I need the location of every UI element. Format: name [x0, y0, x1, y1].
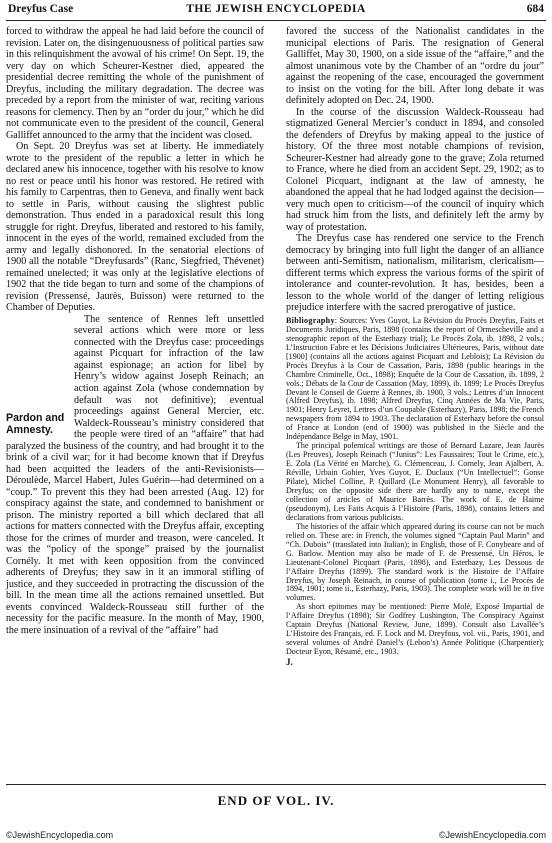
left-column	[6, 26, 264, 636]
paragraph: On Sept. 20 Dreyfus was set at liberty. He immediately wrote to the president of the republic a letter in which he declared anew his innocence, together with his resolve to know no rest or peace until his honor was restored. He retired with his family to Carpentras, then to Geneva, and finally went back to settle in Paris, without causing the slightest public demonstration. Thus ended in a paradoxical result this long struggle for right. Dreyfus, liberated and restored to his family, innocent in the eyes of the world, remained excluded from the army and legally dishonored. In the senatorial elections of 1900 all the notable “Dreyfusards” (Ranc, Siegfried, Thévenet) remained unelected; it was only at the legislative elections of 1902 that the tide began to turn and some of the champions of revision (Pressensé, Jaurès, Buisson) were returned to the Chamber of Deputies.	[6, 141, 264, 314]
running-title: Dreyfus Case	[8, 3, 74, 15]
side-heading-line: Amnesty.	[6, 424, 53, 437]
paragraph: The sentence of Rennes left unsettled several actions which were more or less connected with the Dreyfus case: proceedings against Picquart for infraction of the law against espionage; an action for libel by Henry’s widow against Joseph Reinach; an action against Zola (whose condemnation by default was not definitive); eventual proceedings against General Mercier, etc. Waldeck-Rousseau’s ministry considered that the people were tired of an “affaire” that had paralyzed the business of the country, and had brought it to the brink of a civil war; for it had become known that if Dreyfus had been acquitted the leaders of the anti-Revisionists—Déroulède, Marcel Habert, Jules Guérin—had determined on a “coup.” To prevent this they had been arrested (Aug. 12) for conspiracy against the state, and condemned to banishment or prison. The ministry reported a bill which declared that all actions for matters connected with the Dreyfus affair, excepting those for the crimes of murder and treason, were canceled. It was the “policy of the sponge” praised by the journalist Cornély. It met with keen opposition from the convinced adherents of Dreyfus; they saw in it an immoral stifling of justice, and they succeeded in protracting the discussion of the bill. In the mean time all the actions remained unsettled. But events convinced Waldeck-Rousseau still further of the necessity for the pacific measure. In the month of May, 1900, the mere insinuation of a revival of the “affaire” had	[6, 313, 264, 636]
right-column	[286, 26, 544, 667]
side-heading	[6, 412, 68, 437]
author-signature: J.	[286, 657, 293, 668]
paragraph: forced to withdraw the appeal he had laid before the council of revision. Later on, the disingenuousness of political parties saw in this relinquishment the avowal of his crime! On Sept. 19, the very day on which Scheurer-Kestner died, appeared the presidential decree remitting the whole of the punishment of Dreyfus, including the military degradation. The decree was preceded by a report from the minister of war, reciting various reasons for clemency. Then by an “order du jour,” which he did not communicate even to the president of the council, General Galliffet announced to the army that the incident was closed.	[6, 26, 264, 141]
page-number: 684	[526, 3, 544, 15]
page-header	[6, 3, 546, 18]
bibliography-entry	[286, 317, 544, 442]
publication-title: THE JEWISH ENCYCLOPEDIA	[186, 3, 366, 15]
paragraph: In the course of the discussion Waldeck-Rousseau had stigmatized General Mercier’s conduct in 1894, and consoled the defenders of Dreyfus by making appeal to the justice of history. Of the three most notable champions of revision, Scheurer-Kestner had already gone to the grave; Zola returned to France, where he died from an accident Sept. 29, 1902; as to Colonel Picquart, indignant at the law of amnesty, he abandoned the appeal that he had lodged against the decision—very much open to criticism—of the council of inquiry which had struck him from the lists, and definitely left the army by way of protestation.	[286, 106, 544, 233]
header-rule	[6, 20, 546, 21]
end-rule	[6, 784, 546, 785]
bibliography-entry: The principal polemical writings are those of Bernard Lazare, Jean Jaurès (Les Preuves), Joseph Reinach (“Junius”: Les Faussaires; Tout le Crime, etc.), E. Zola (La Vérité en Marche), G. Clémenceau, J. Cornely, Jean Ajalbert, A. Réville, Urbain Gohier, Yves Guyot, E. Duclaux (“Un Intellectuel”: Gonse Pilate), Michel Colline, P. Quillard (Le Monument Henry), all favorable to Dreyfus; on the opposite side there are hardly any to name, except the collection of articles of Maurice Barrès. The work of E. de Haime (pseudonym), Les Faits Acquis à l’Histoire (Paris, 1898), contains letters and declarations from various publicists.	[286, 441, 544, 522]
paragraph: The Dreyfus case has rendered one service to the French democracy by bringing into full light the danger of an alliance between anti-Semitism, nationalism, militarism, clericalism—different terms which express the various forms of the spirit of intolerance and counter-revolution. It has, besides, been a lesson to the whole world of the danger of letting religious prejudice interfere with the sacred prerogative of justice.	[286, 233, 544, 314]
bibliography-label: Bibliography	[286, 315, 335, 325]
copyright-link[interactable]: ©JewishEncyclopedia.com	[438, 830, 546, 840]
paragraph: favored the success of the Nationalist candidates in the municipal elections of Paris. The resignation of General Galliffet, May 30, 1900, on a side issue of the “affaire,” and the almost unanimous vote by the Chamber of an “ordre du jour” against the reopening of the case, encouraged the government to insist on the voting for the bill. After long debate it was definitely adopted on Dec. 24, 1900.	[286, 26, 544, 107]
end-of-volume: END OF VOL. IV.	[217, 793, 335, 808]
bibliography-entry: As short epitomes may be mentioned: Pierre Molé, Exposé Impartial de l’Affaire Dreyfus (1898); Sir Godfrey Lushington, The Conspiracy Against Captain Dreyfus (National Review, June, 1899). Consult also Lavallée’s L’Histoire des Français, ed. F. Lock and M. Dreyfous, vol. vii., Paris, 1901, and several volumes of André Daniel’s (Lebon’s) Année Politique (Charpentier); Docteur Eyon, Résumé, etc., 1903.	[286, 602, 544, 657]
bibliography-entry: The histories of the affair which appeared during its course can not be much relied on. These are: in French, the volumes signed “Captain Paul Marin” and “Ch. Dubois” (translated into Italian); in English, those of F. Conybeare and of G. Barlow. Mention may also be made of F. de Pressensé, Un Héros, le Lieutenant-Colonel Picquart (Paris, 1898), and Esterhazy, Les Dessous de l’Affaire Dreyfus (1899). The standard work is the Histoire de l’Affaire Dreyfus, by Joseph Reinach, in course of publication (tome i., Le Procès de 1894, 1901; tome ii., Esterhazy, Paris, 1903). The complete work will be in five volumes.	[286, 521, 544, 603]
side-heading-line: Pardon and	[6, 411, 65, 424]
copyright-link[interactable]: ©JewishEncyclopedia.com	[6, 830, 114, 840]
bibliography	[286, 317, 544, 667]
bibliography-text: : Sources: Yves Guyot, La Révision du Procès Dreyfus, Faits et Documents Juridiques, Paris, 1898 (contains the report of Ormescheville and a stenographic report of the Esterhazy trial); Le Procès Zola, ib. 1898, 2 vols.; L’Instruction Fabre et les Décisions Judiciaires Ultérieures, Paris, without date [1900] (contains all the actions against Picquart and Leblois); La Révision du Procès Dreyfus à la Cour de Cassation, Paris, 1898 (public hearings in the Chambre Criminelle, Oct., 1898); Enquête de la Cour de Cassation, ib. 1899, 2 vols.; Débats de la Cour de Cassation (May, 1899), ib. 1899; Le Procès Dreyfus Devant le Conseil de Guerre à Rennes, ib. 1900, 3 vols.; Lettres d’un Innocent (Alfred Dreyfus), ib. 1898; Alfred Dreyfus, Cinq Années de Ma Vie, Paris, 1901; Henry Leyret, Lettres d’un Coupable (Esterhazy), Paris, 1898; the French newspapers from 1894 to 1903. The declaration of Esterhazy before the consul of France at London (end of 1900) was published in the Siècle and the Indépendance Belge in May, 1901.	[286, 315, 544, 442]
